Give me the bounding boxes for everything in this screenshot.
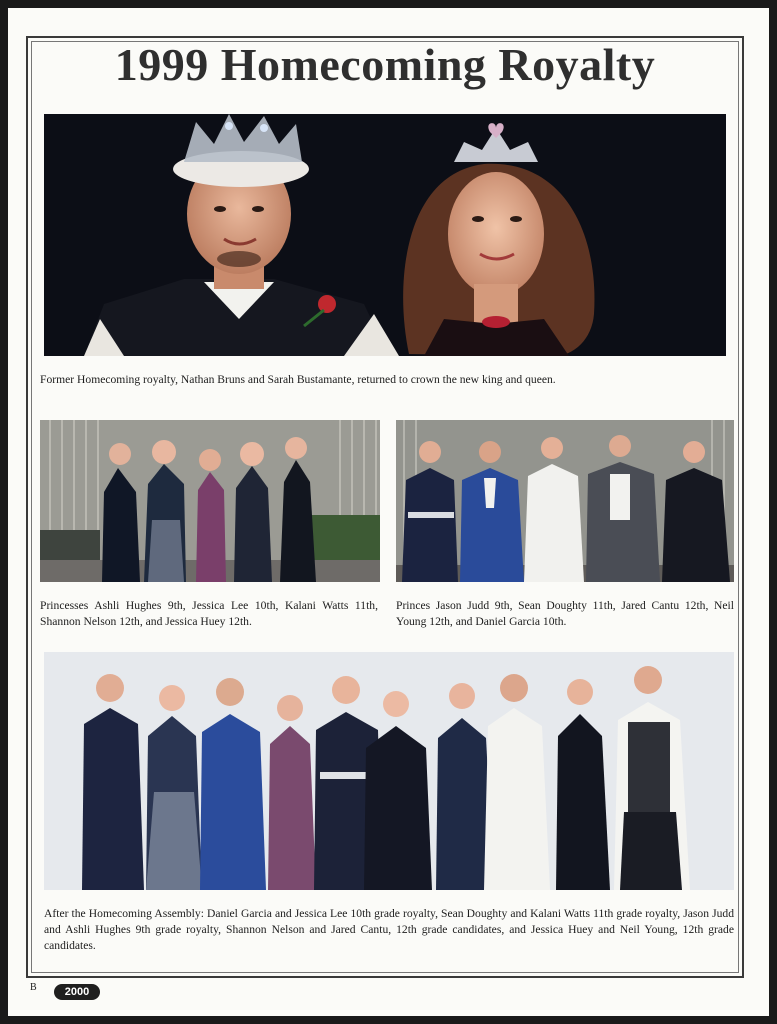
photo-caption-group: After the Homecoming Assembly: Daniel Garcia and Jessica Lee 10th grade royalty, Sean Doughty and Kalani Watts 11th grade royalty, Jason Judd and Ashli Hughes 9th grade royalty, Shannon Nelson and Jared Cantu, 12th grade candidates, and Jessica Huey and Neil Young, 12th grade candidates. (44, 907, 734, 952)
photo-caption-princesses: Princesses Ashli Hughes 9th, Jessica Lee 10th, Kalani Watts 11th, Shannon Nelson 12th, and Jessica Huey 12th. (40, 599, 378, 628)
footer-page-letter: B (30, 982, 37, 993)
photo-princes (396, 420, 734, 582)
footer-year-badge: 2000 (54, 984, 100, 1000)
photo-former-royalty (44, 114, 726, 356)
photo-caption-princes: Princes Jason Judd 9th, Sean Doughty 11th, Jared Cantu 12th, Neil Young 12th, and Daniel Garcia 10th. (396, 599, 734, 628)
photo-group (44, 652, 734, 890)
page-title: 1999 Homecoming Royalty (114, 39, 656, 90)
photo-caption-former-royalty: Former Homecoming royalty, Nathan Bruns and Sarah Bustamante, returned to crown the new king and queen. (40, 373, 556, 386)
photo-princesses (40, 420, 380, 582)
